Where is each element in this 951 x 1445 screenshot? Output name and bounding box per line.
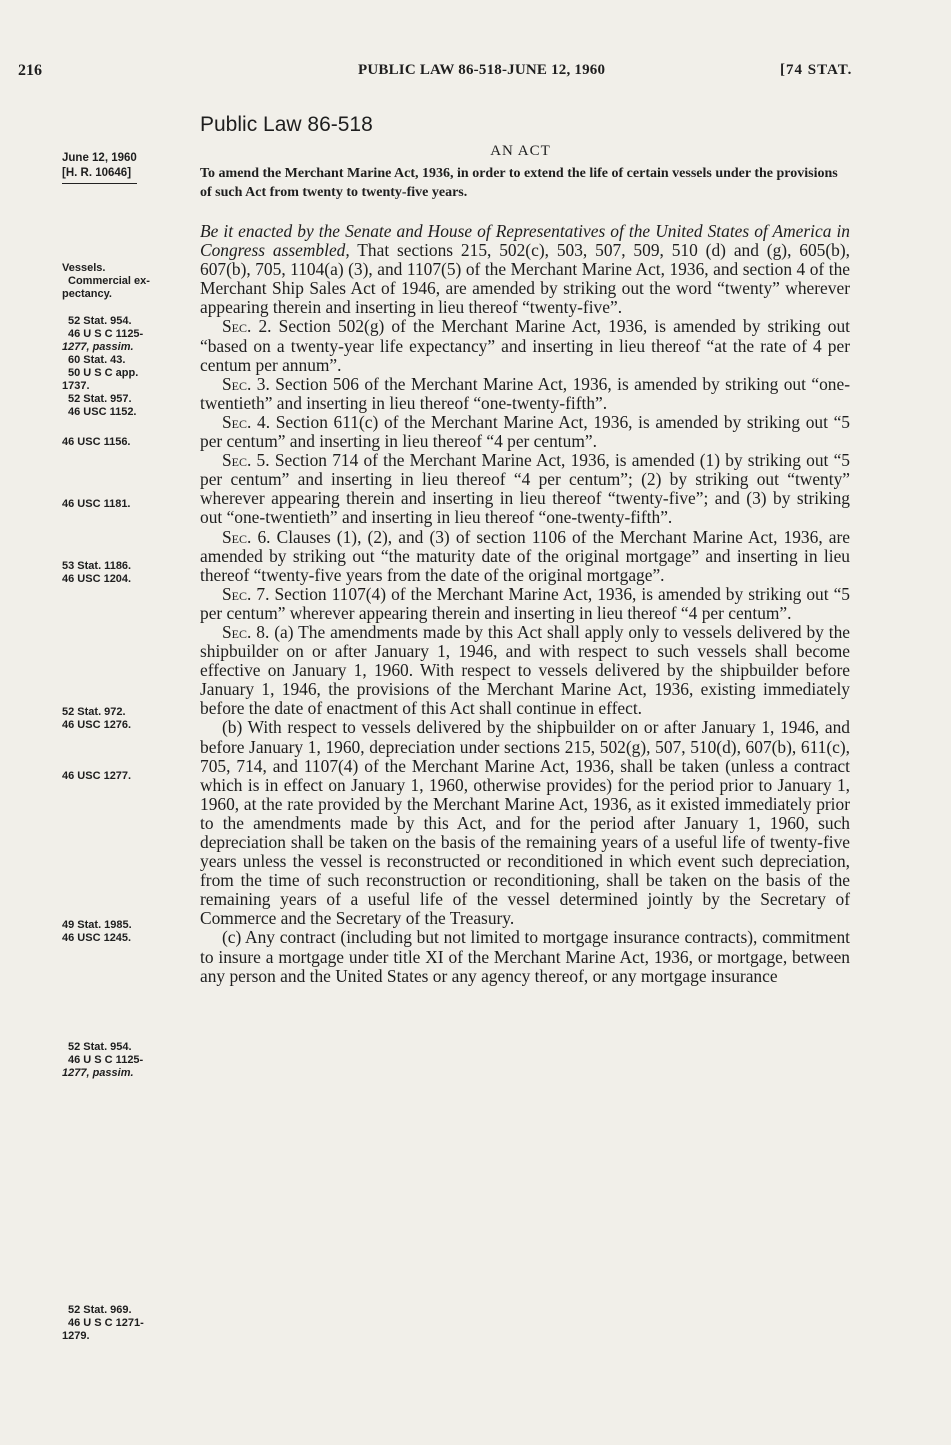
law-title: Public Law 86-518 xyxy=(200,113,373,136)
margin-line: 50 U S C app. xyxy=(68,367,139,379)
margin-line: 46 USC 1204. xyxy=(62,573,132,585)
margin-line: 1737. xyxy=(62,380,90,392)
section-text: Section 502(g) of the Merchant Marine Act, 1936, is amended by striking out “based on a twenty-year life expectancy” and inserting in lieu thereof “at the rate of 4 per centum per annum”. xyxy=(200,316,850,375)
margin-line: 46 USC 1181. xyxy=(62,498,131,510)
section-8a xyxy=(200,623,850,718)
margin-line: Commercial ex- xyxy=(68,275,150,287)
margin-note xyxy=(62,919,192,945)
margin-line: 46 USC 1276. xyxy=(62,719,132,731)
margin-note xyxy=(62,706,192,732)
margin-note xyxy=(62,1304,192,1343)
section-text: (a) The amendments made by this Act shall apply only to vessels delivered by the shipbuilder on or after January 1, 1946, and with respect to such vessels shall become effective on January 1, 1960. With respect to vessels delivered by the shipbuilder before January 1, 1946, the provisions of the Merchant Marine Act, 1936, existing immediately before the date of enactment of this Act shall continue in effect. xyxy=(200,621,850,719)
section-text: Section 506 of the Merchant Marine Act, 1936, is amended by striking out “one-twentieth” and inserting in lieu thereof “one-twenty-fifth”. xyxy=(200,373,850,413)
enacting-clause: Be it enacted by the Senate and House of Representatives of the United States of America in Congress assembled, xyxy=(200,221,850,261)
section-3 xyxy=(200,375,850,413)
margin-line: 46 USC 1152. xyxy=(68,406,137,418)
section-2 xyxy=(200,317,850,374)
margin-line: Vessels. xyxy=(62,262,106,274)
volume-reference: [74 STAT. xyxy=(780,62,853,78)
margin-line: 53 Stat. 1186. xyxy=(62,560,132,572)
margin-line: 1277, passim. xyxy=(62,341,134,353)
margin-note xyxy=(62,560,192,586)
margin-line: 52 Stat. 954. xyxy=(68,1041,132,1053)
act-body xyxy=(200,222,850,986)
section-text: Clauses (1), (2), and (3) of section 1106 of the Merchant Marine Act, 1936, are amended by striking out “the maturity date of the original mortgage” and inserting in lieu thereof “twenty-five years from the date of the original mortgage”. xyxy=(200,526,850,585)
margin-line: 49 Stat. 1985. xyxy=(62,919,132,931)
section-text: (c) Any contract (including but not limited to mortgage insurance contracts), commitment to insure a mortgage under title XI of the Merchant Marine Act, 1936, or mortgage, between any person and the United States or any agency thereof, or any mortgage insurance xyxy=(200,927,850,986)
section-text: Section 611(c) of the Merchant Marine Act, 1936, is amended by striking out “5 per centum” and inserting in lieu thereof “4 per centum”. xyxy=(200,411,850,452)
section-text: (b) With respect to vessels delivered by the shipbuilder on or after January 1, 1946, and before January 1, 1960, depreciation under sections 215, 502(g), 507, 510(d), 607(b), 611(c), 705, 714, and 1107(4) of the Merchant Marine Act, 1936, shall be taken (unless a contract which is in effect on January 1, 1960, otherwise provides) for the period prior to January 1, 1960, at the rate provided by the Merchant Marine Act, 1936, as it existed immediately prior to the amendments made by this Act, and for the period after January 1, 1960, such depreciation shall be taken on the basis of the remaining years of a useful life of twenty-five years unless the vessel is reconstructed or reconditioned in which event such depreciation, from the time of such reconstruction or reconditioning, shall be taken on the basis of the remaining years of a useful life of the vessel determined jointly by the Secretary of Commerce and the Secretary of the Treasury. xyxy=(200,717,850,929)
margin-line: 52 Stat. 954. xyxy=(68,315,132,327)
section-text: Section 714 of the Merchant Marine Act, 1936, is amended (1) by striking out “5 per centum” and inserting in lieu thereof “4 per centum”; (2) by striking out “twenty” wherever appearing therein and inserting in lieu thereof “twenty-five”; and (3) by striking out “one-twentieth” and inserting in lieu thereof “one-twenty-fifth”. xyxy=(200,450,850,528)
section-label: Sec. 2. xyxy=(222,316,272,337)
enactment-date: June 12, 1960 xyxy=(62,152,137,164)
margin-note xyxy=(62,262,192,301)
section-7 xyxy=(200,585,850,623)
bill-reference: [H. R. 10646] xyxy=(62,166,137,184)
margin-line: 52 Stat. 972. xyxy=(62,706,126,718)
margin-line: 46 USC 1277. xyxy=(62,770,132,782)
section-text: That sections 215, 502(c), 503, 507, 509, 510 (d) and (g), 605(b), 607(b), 705, 1104(a) (3), and 1107(5) of the Merchant Marine Act, 1936, and section 4 of the Merchant Ship Sales Act of 1946, are amended by striking out the word “twenty” wherever appearing therein and inserting in lieu thereof “twenty-five”. xyxy=(200,240,850,318)
margin-line: 60 Stat. 43. xyxy=(68,354,126,366)
margin-note xyxy=(62,393,192,419)
section-label: Sec. 6. xyxy=(222,526,271,547)
margin-note xyxy=(62,770,192,783)
margin-line: 46 U S C 1125- xyxy=(68,1054,144,1066)
margin-line: 52 Stat. 969. xyxy=(68,1304,132,1316)
section-label: Sec. 4. xyxy=(222,411,271,432)
section-label: Sec. 7. xyxy=(222,583,270,604)
section-label: Sec. 8. xyxy=(222,621,270,642)
act-heading: AN ACT xyxy=(490,143,551,159)
margin-line: 46 U S C 1271- xyxy=(68,1317,144,1329)
margin-line: 46 USC 1156. xyxy=(62,436,131,448)
running-head: PUBLIC LAW 86-518-JUNE 12, 1960 xyxy=(358,62,606,78)
margin-line: 46 U S C 1125- xyxy=(68,328,144,340)
margin-line: 1277, passim. xyxy=(62,1067,134,1079)
section-label: Sec. 5. xyxy=(222,450,270,471)
page-number: 216 xyxy=(18,62,42,79)
section-label: Sec. 3. xyxy=(222,373,270,394)
margin-line: 46 USC 1245. xyxy=(62,932,132,944)
section-8b xyxy=(200,718,850,928)
section-1 xyxy=(200,222,850,317)
enactment-info xyxy=(62,151,137,184)
section-4 xyxy=(200,413,850,451)
margin-note xyxy=(62,436,192,449)
section-6 xyxy=(200,528,850,585)
page-header xyxy=(18,62,933,88)
margin-note xyxy=(62,1041,192,1080)
act-purpose: To amend the Merchant Marine Act, 1936, in order to extend the life of certain vessels under the provisions of such Act from twenty to twenty-five years. xyxy=(200,166,838,200)
margin-line: 1279. xyxy=(62,1330,90,1342)
margin-note xyxy=(62,498,192,511)
margin-line: 52 Stat. 957. xyxy=(68,393,132,405)
margin-line: pectancy. xyxy=(62,288,112,300)
margin-note xyxy=(62,315,192,393)
section-8c xyxy=(200,928,850,985)
section-5 xyxy=(200,451,850,527)
section-text: Section 1107(4) of the Merchant Marine Act, 1936, is amended by striking out “5 per centum” wherever appearing therein and inserting in lieu thereof “4 per centum”. xyxy=(200,583,851,623)
